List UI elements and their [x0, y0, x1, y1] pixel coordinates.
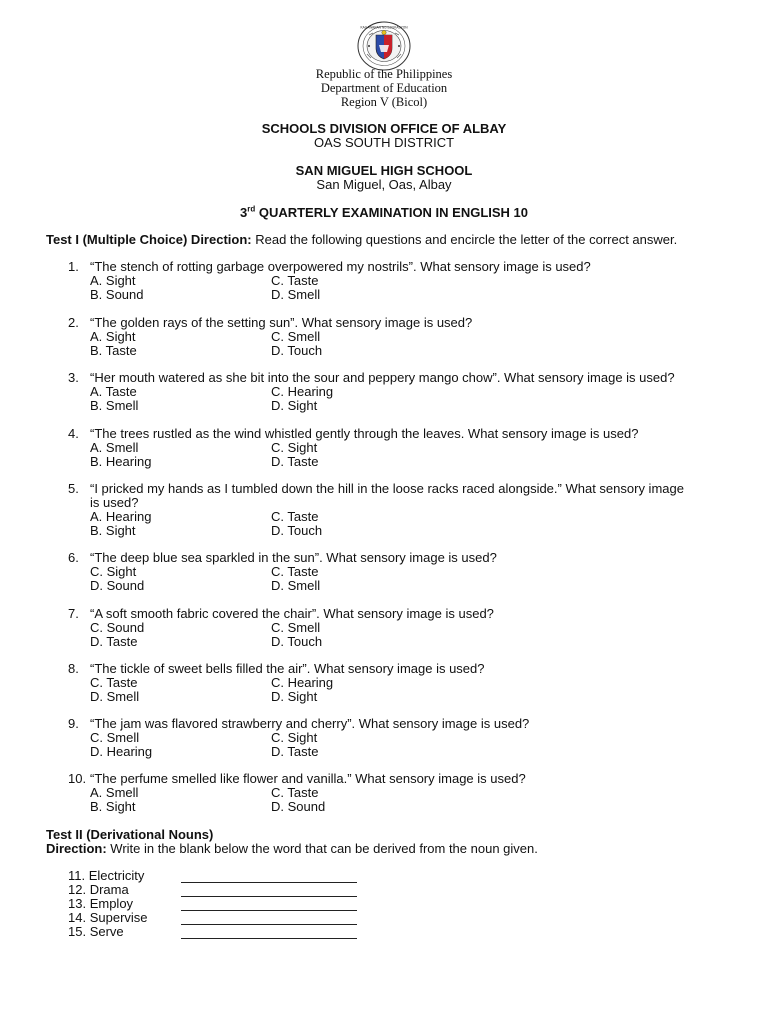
- svg-text:KAGAWARAN NG EDUKASYON: KAGAWARAN NG EDUKASYON: [360, 25, 408, 30]
- question-number: 8.: [68, 661, 79, 676]
- choice-option: C. Smell: [271, 329, 321, 344]
- choice-option: C. Hearing: [271, 675, 334, 690]
- question-number: 5.: [68, 481, 79, 496]
- question-text: “The golden rays of the setting sun”. What sensory image is used?: [90, 315, 473, 330]
- choice-option: D. Taste: [271, 744, 319, 759]
- choice-option: C. Sound: [90, 620, 145, 635]
- choice-option: B. Smell: [90, 398, 139, 413]
- department-line: Department of Education: [320, 81, 448, 95]
- choice-option: B. Sight: [90, 523, 136, 538]
- choice-option: D. Smell: [271, 578, 321, 593]
- choice-option: C. Hearing: [271, 384, 334, 399]
- choice-option: C. Smell: [271, 620, 321, 635]
- choice-option: D. Sound: [90, 578, 145, 593]
- choice-option: D. Sight: [271, 398, 318, 413]
- school-address: San Miguel, Oas, Albay: [316, 177, 452, 192]
- choice-option: C. Sight: [271, 440, 318, 455]
- exam-title: 3rd QUARTERLY EXAMINATION IN ENGLISH 10: [239, 204, 529, 220]
- choice-option: C. Taste: [271, 564, 319, 579]
- answer-blank[interactable]: [181, 938, 357, 939]
- question-number: 6.: [68, 550, 79, 565]
- choice-option: D. Touch: [271, 523, 323, 538]
- choice-option: B. Hearing: [90, 454, 152, 469]
- noun-item: 11. Electricity: [68, 868, 145, 883]
- noun-item: 13. Employ: [68, 896, 134, 911]
- school-name: SAN MIGUEL HIGH SCHOOL: [295, 163, 473, 178]
- choice-option: D. Touch: [271, 634, 323, 649]
- question-text: “The deep blue sea sparkled in the sun”. What sensory image is used?: [90, 550, 497, 565]
- district-line: OAS SOUTH DISTRICT: [313, 135, 455, 150]
- noun-item: 15. Serve: [68, 924, 124, 939]
- choice-option: B. Sound: [90, 287, 144, 302]
- choice-option: D. Sound: [271, 799, 326, 814]
- choice-option: A. Taste: [90, 384, 137, 399]
- republic-line: Republic of the Philippines: [315, 67, 453, 81]
- question-text: “The perfume smelled like flower and vanilla.” What sensory image is used?: [90, 771, 526, 786]
- choice-option: A. Smell: [90, 440, 139, 455]
- question-text: “Her mouth watered as she bit into the sour and peppery mango chow”. What sensory image is used?: [90, 370, 675, 385]
- question-number: 3.: [68, 370, 79, 385]
- test1-direction: Test I (Multiple Choice) Direction: Read the following questions and encircle the letter of the correct answer.: [46, 232, 678, 247]
- noun-item: 14. Supervise: [68, 910, 148, 925]
- choice-option: C. Smell: [90, 730, 140, 745]
- answer-blank[interactable]: [181, 896, 357, 897]
- question-text: “The stench of rotting garbage overpowered my nostrils”. What sensory image is used?: [90, 259, 591, 274]
- question-number: 4.: [68, 426, 79, 441]
- test2-title: Test II (Derivational Nouns): [46, 827, 214, 842]
- question-number: 7.: [68, 606, 79, 621]
- choice-option: C. Sight: [90, 564, 137, 579]
- choice-option: D. Hearing: [90, 744, 153, 759]
- region-line: Region V (Bicol): [340, 95, 428, 109]
- answer-blank[interactable]: [181, 882, 357, 883]
- test2-direction: Direction: Write in the blank below the word that can be derived from the noun given.: [46, 841, 538, 856]
- choice-option: A. Hearing: [90, 509, 152, 524]
- choice-option: D. Smell: [271, 287, 321, 302]
- choice-option: A. Sight: [90, 273, 136, 288]
- choice-option: C. Taste: [90, 675, 138, 690]
- question-text: “A soft smooth fabric covered the chair”. What sensory image is used?: [90, 606, 494, 621]
- question-number: 9.: [68, 716, 79, 731]
- answer-blank[interactable]: [181, 910, 357, 911]
- question-number: 1.: [68, 259, 79, 274]
- choice-option: D. Taste: [271, 454, 319, 469]
- choice-option: D. Taste: [90, 634, 138, 649]
- choice-option: C. Sight: [271, 730, 318, 745]
- choice-option: C. Taste: [271, 785, 319, 800]
- division-line: SCHOOLS DIVISION OFFICE OF ALBAY: [261, 121, 507, 136]
- noun-item: 12. Drama: [68, 882, 129, 897]
- choice-option: A. Sight: [90, 329, 136, 344]
- deped-seal-icon: [357, 21, 411, 71]
- choice-option: B. Taste: [90, 343, 137, 358]
- choice-option: B. Sight: [90, 799, 136, 814]
- question-text: “The tickle of sweet bells filled the air”. What sensory image is used?: [90, 661, 485, 676]
- choice-option: D. Touch: [271, 343, 323, 358]
- question-text-cont: is used?: [90, 495, 139, 510]
- choice-option: C. Taste: [271, 509, 319, 524]
- choice-option: D. Sight: [271, 689, 318, 704]
- question-text: “I pricked my hands as I tumbled down the hill in the loose racks raced alongside.” What sensory image: [90, 481, 684, 496]
- question-text: “The jam was flavored strawberry and cherry”. What sensory image is used?: [90, 716, 530, 731]
- choice-option: A. Smell: [90, 785, 139, 800]
- choice-option: C. Taste: [271, 273, 319, 288]
- question-number: 10.: [68, 771, 87, 786]
- question-number: 2.: [68, 315, 79, 330]
- answer-blank[interactable]: [181, 924, 357, 925]
- question-text: “The trees rustled as the wind whistled gently through the leaves. What sensory image is used?: [90, 426, 639, 441]
- choice-option: D. Smell: [90, 689, 140, 704]
